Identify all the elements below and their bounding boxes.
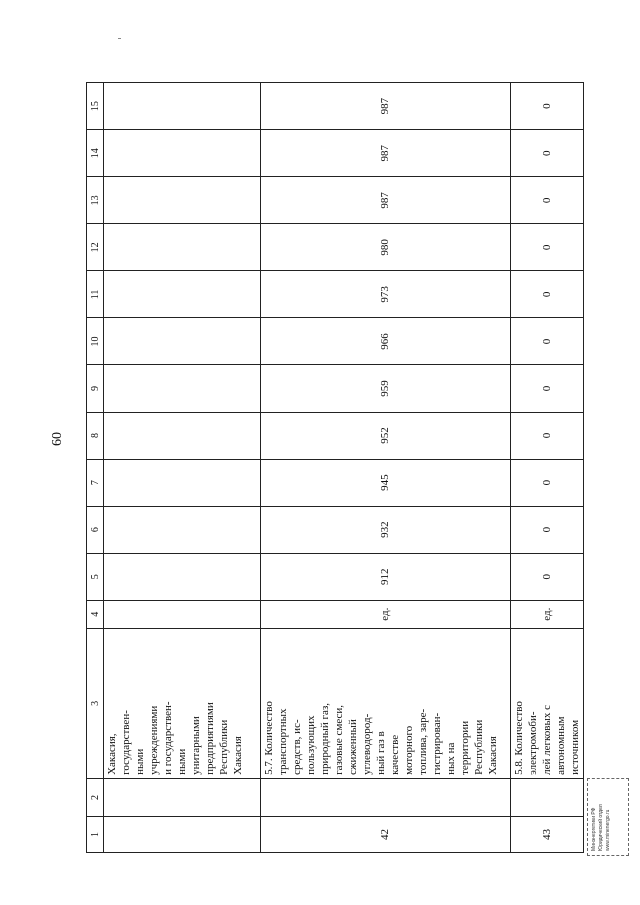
name-line: Хакасия xyxy=(487,736,499,775)
name-line: природный газ, xyxy=(319,702,331,775)
indicator-name-cell xyxy=(104,628,261,778)
name-line: газовые смеси, xyxy=(333,705,345,775)
indicators-table xyxy=(86,82,584,853)
scan-mark xyxy=(118,38,121,39)
col-number: 6 xyxy=(87,506,104,553)
value-cell: 987 xyxy=(261,130,511,177)
name-line: учреждениями xyxy=(148,705,160,775)
col-number: 4 xyxy=(87,600,104,628)
value-cell: 973 xyxy=(261,271,511,318)
value-cell: 0 xyxy=(511,412,584,459)
name-line: транспортных xyxy=(277,708,289,775)
col-number: 11 xyxy=(87,271,104,318)
name-line: средств, ис- xyxy=(291,719,303,775)
value-cell: 0 xyxy=(511,553,584,600)
value-cell xyxy=(104,224,261,271)
value-cell: 0 xyxy=(511,506,584,553)
name-line: ными xyxy=(134,748,146,775)
name-line: углеводород- xyxy=(361,713,373,775)
name-line: ный газ в xyxy=(375,731,387,775)
stamp-line: Минэнергетики РФ xyxy=(591,807,597,851)
value-cell: 952 xyxy=(261,412,511,459)
unit-cell: ед. xyxy=(511,600,584,628)
name-line: Хакасия, xyxy=(106,733,118,775)
col-number: 5 xyxy=(87,553,104,600)
col-number: 8 xyxy=(87,412,104,459)
unit-cell xyxy=(104,600,261,628)
col-number: 7 xyxy=(87,459,104,506)
value-cell: 0 xyxy=(511,365,584,412)
page-number: 60 xyxy=(50,432,65,446)
row-col2-cell xyxy=(261,778,511,816)
table-row xyxy=(261,83,511,853)
value-cell xyxy=(104,177,261,224)
value-cell xyxy=(104,130,261,177)
value-cell: 912 xyxy=(261,553,511,600)
col-number: 15 xyxy=(87,83,104,130)
col-number: 13 xyxy=(87,177,104,224)
value-cell xyxy=(104,459,261,506)
row-number-cell: 43 xyxy=(511,816,584,852)
name-line: пользующих xyxy=(305,715,317,775)
value-cell xyxy=(104,506,261,553)
name-line: Республики xyxy=(218,719,230,775)
stamp-line: www.minenergo.ru xyxy=(605,809,611,851)
column-number-row xyxy=(87,83,104,853)
row-number-cell xyxy=(104,816,261,852)
stamp-line: Юридический отдел xyxy=(598,804,604,851)
name-line: 5.8. Количество xyxy=(513,701,525,775)
indicator-name-cell xyxy=(511,628,584,778)
name-line: качестве xyxy=(389,734,401,775)
value-cell xyxy=(104,271,261,318)
name-line: Хакасия xyxy=(232,736,244,775)
name-line: автономным xyxy=(555,716,567,775)
value-cell: 0 xyxy=(511,318,584,365)
name-line: территории xyxy=(459,720,471,775)
col-number: 9 xyxy=(87,365,104,412)
value-cell xyxy=(104,412,261,459)
name-line: ными xyxy=(176,748,188,775)
value-cell: 945 xyxy=(261,459,511,506)
scan-stamp xyxy=(587,778,629,856)
value-cell: 0 xyxy=(511,271,584,318)
name-line: Республики xyxy=(473,719,485,775)
name-line: лей легковых с xyxy=(541,705,553,775)
col-number: 14 xyxy=(87,130,104,177)
name-line: предприятиями xyxy=(204,702,216,775)
value-cell: 980 xyxy=(261,224,511,271)
row-number-cell: 42 xyxy=(261,816,511,852)
col-number: 1 xyxy=(87,816,104,852)
value-cell xyxy=(104,553,261,600)
name-line: гистрирован- xyxy=(431,712,443,775)
value-cell: 959 xyxy=(261,365,511,412)
name-line: государствен- xyxy=(120,710,132,775)
row-col2-cell xyxy=(104,778,261,816)
col-number: 2 xyxy=(87,778,104,816)
value-cell: 0 xyxy=(511,83,584,130)
name-line: и государствен- xyxy=(162,701,174,775)
value-cell xyxy=(104,365,261,412)
row-col2-cell xyxy=(511,778,584,816)
name-line: электромоби- xyxy=(527,711,539,775)
value-cell: 987 xyxy=(261,177,511,224)
name-line: 5.7. Количество xyxy=(263,701,275,775)
name-line: топлива, заре- xyxy=(417,708,429,775)
value-cell: 0 xyxy=(511,224,584,271)
value-cell: 932 xyxy=(261,506,511,553)
name-line: сжиженный xyxy=(347,719,359,775)
name-line: ных на xyxy=(445,742,457,775)
value-cell xyxy=(104,83,261,130)
value-cell: 966 xyxy=(261,318,511,365)
indicators-table-container xyxy=(86,82,581,853)
value-cell: 987 xyxy=(261,83,511,130)
value-cell: 0 xyxy=(511,177,584,224)
value-cell xyxy=(104,318,261,365)
col-number: 10 xyxy=(87,318,104,365)
value-cell: 0 xyxy=(511,459,584,506)
col-number: 12 xyxy=(87,224,104,271)
value-cell: 0 xyxy=(511,130,584,177)
indicator-name-cell xyxy=(261,628,511,778)
table-row xyxy=(511,83,584,853)
name-line: моторного xyxy=(403,725,415,775)
name-line: унитарными xyxy=(190,716,202,775)
table-row xyxy=(104,83,261,853)
col-number: 3 xyxy=(87,628,104,778)
scan-stamp-box xyxy=(587,778,629,856)
name-line: источником xyxy=(569,719,581,775)
unit-cell: ед. xyxy=(261,600,511,628)
